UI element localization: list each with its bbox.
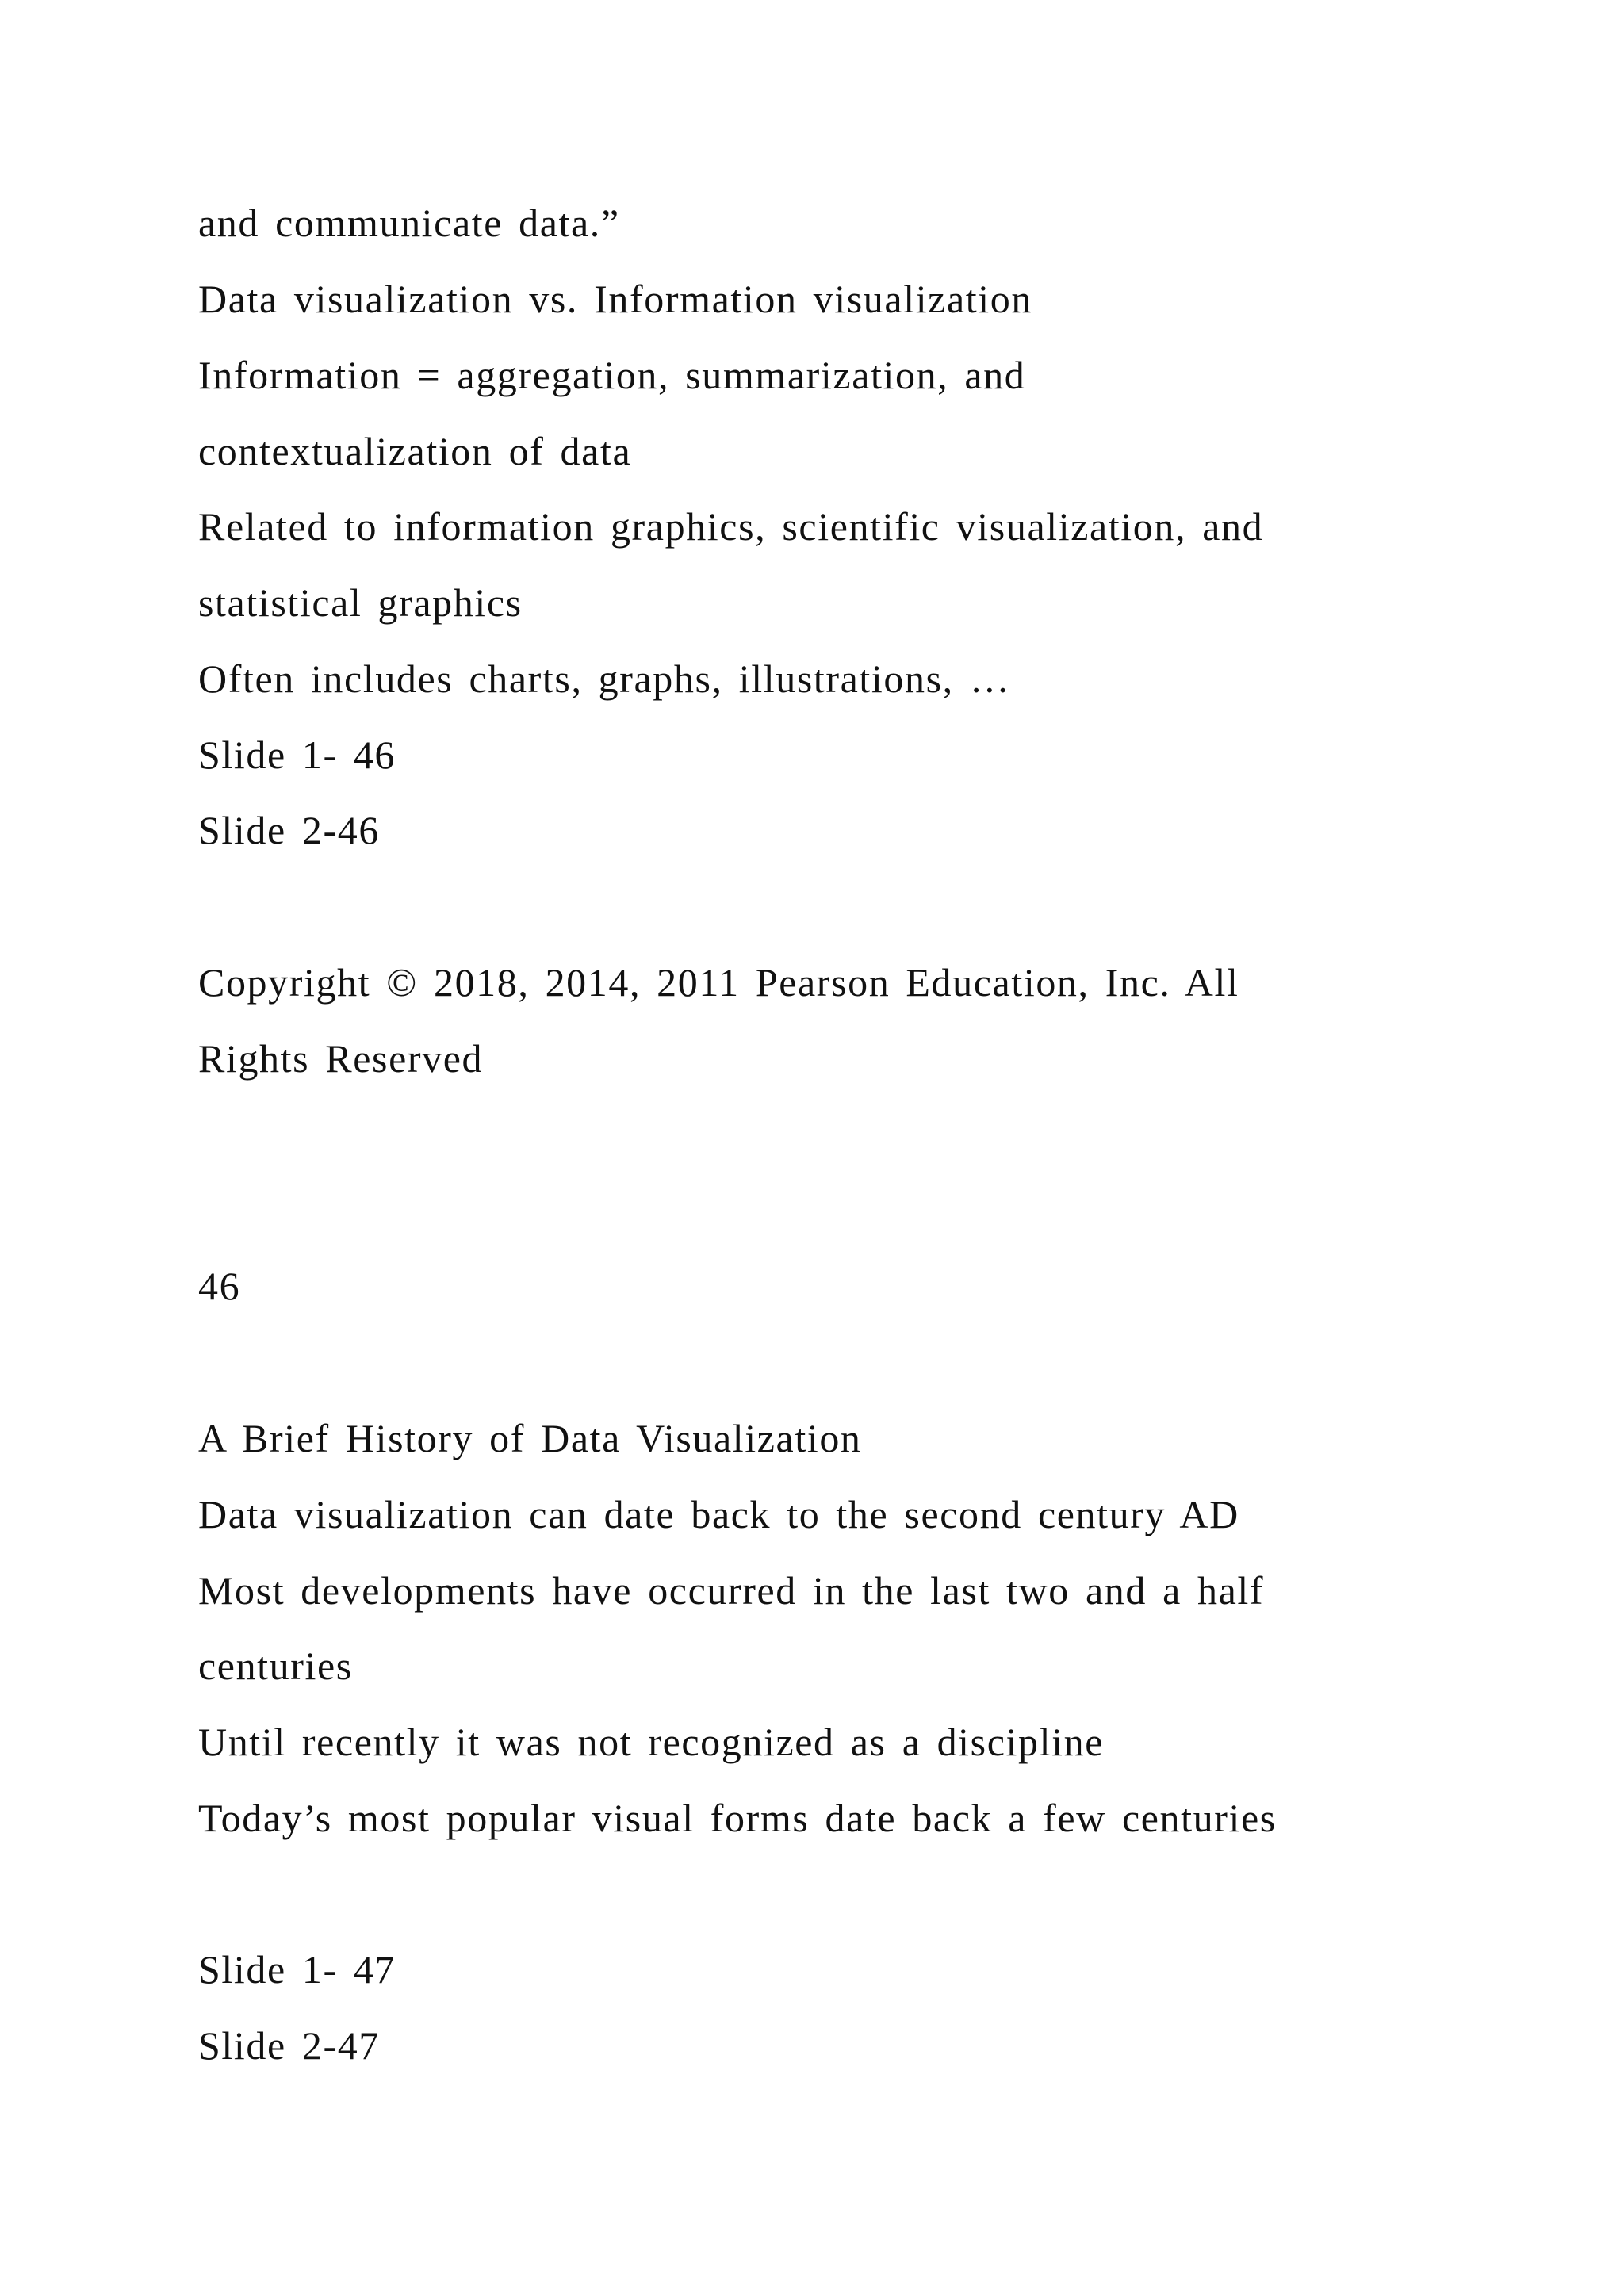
body-line: Related to information graphics, scientific visualization, and xyxy=(198,504,1264,549)
copyright-line: Copyright © 2018, 2014, 2011 Pearson Education, Inc. All xyxy=(198,960,1239,1004)
body-line: Often includes charts, graphs, illustrations, … xyxy=(198,656,1011,701)
copyright-line: Rights Reserved xyxy=(198,1036,484,1081)
slide-label: Slide 2-47 xyxy=(198,2023,380,2068)
body-line: Until recently it was not recognized as a discipline xyxy=(198,1720,1104,1764)
slide-label: Slide 1- 46 xyxy=(198,733,396,777)
slide-label: Slide 2-46 xyxy=(198,808,380,852)
body-line: and communicate data.” xyxy=(198,201,620,245)
page-number: 46 xyxy=(198,1264,241,1308)
slide-label: Slide 1- 47 xyxy=(198,1947,396,1992)
section-heading: A Brief History of Data Visualization xyxy=(198,1416,862,1460)
body-line: contextualization of data xyxy=(198,429,632,473)
body-line: Data visualization can date back to the second century AD xyxy=(198,1492,1239,1536)
body-line: statistical graphics xyxy=(198,580,523,625)
body-line: Information = aggregation, summarization, and xyxy=(198,353,1026,397)
body-line: centuries xyxy=(198,1644,353,1688)
body-line: Today’s most popular visual forms date back a few centuries xyxy=(198,1796,1277,1840)
body-line: Most developments have occurred in the last two and a half xyxy=(198,1568,1265,1613)
body-line: Data visualization vs. Information visualization xyxy=(198,277,1032,321)
